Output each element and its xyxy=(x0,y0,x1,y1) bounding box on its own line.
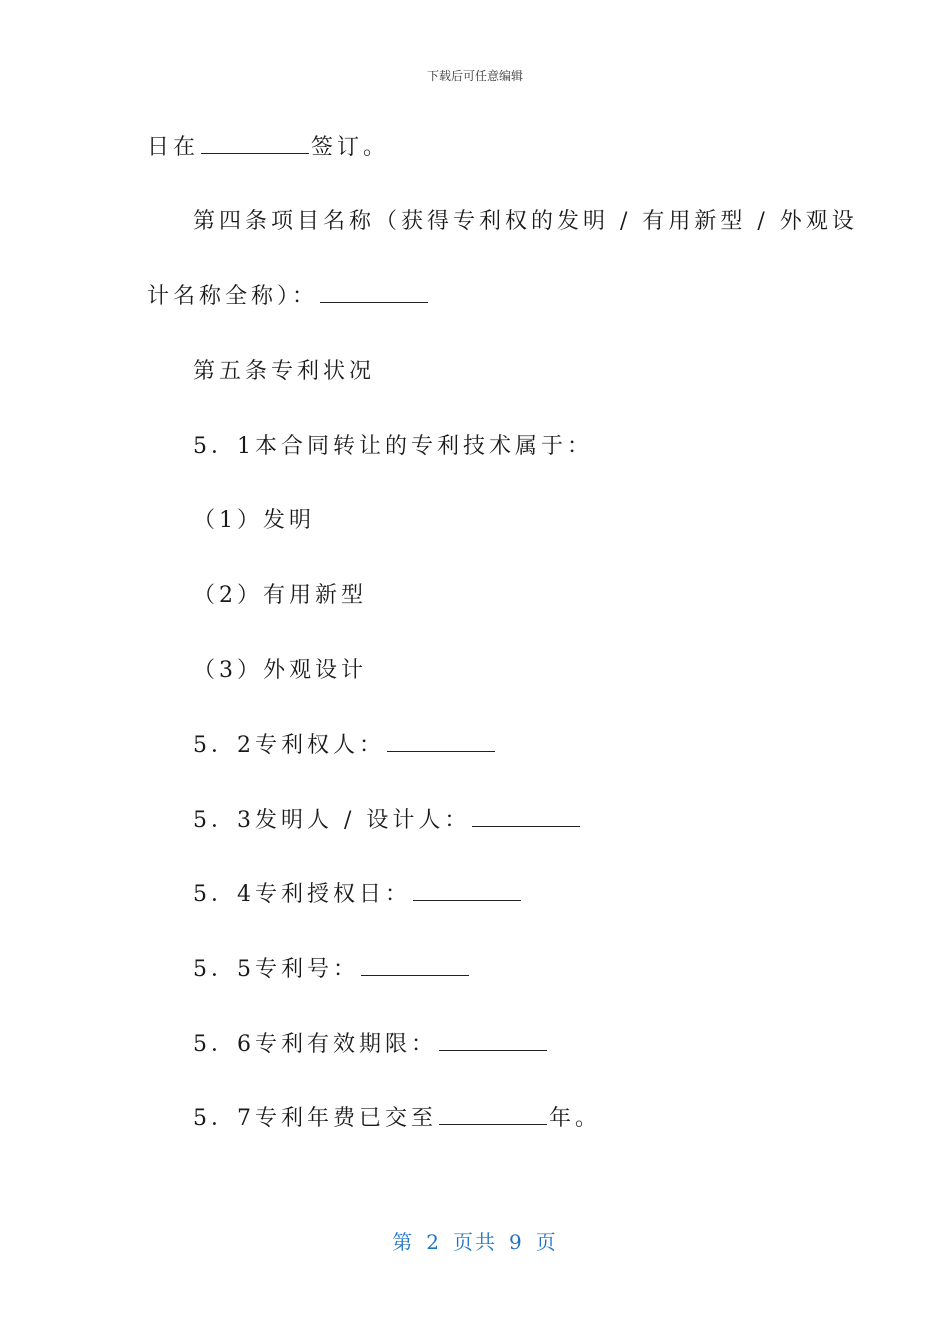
page-total: 9 xyxy=(509,1230,524,1254)
line-text: 5．6专利有效期限： xyxy=(193,1032,437,1057)
text-line xyxy=(193,1027,549,1058)
text-line xyxy=(147,279,430,310)
list-item: （2）有用新型 xyxy=(193,583,367,608)
fill-in-blank xyxy=(387,735,495,752)
fill-in-blank xyxy=(201,137,309,154)
fill-in-blank xyxy=(413,884,521,901)
list-item: （1）发明 xyxy=(193,508,315,533)
line-text: 5．7专利年费已交至 xyxy=(193,1106,437,1131)
line-text: 年。 xyxy=(549,1106,602,1131)
page-label: 第 xyxy=(392,1230,415,1254)
fill-in-blank xyxy=(320,286,428,303)
text-line xyxy=(193,877,523,908)
line-text: 5．3发明人 / 设计人： xyxy=(193,808,471,833)
text-line xyxy=(193,728,497,759)
text-line xyxy=(193,803,582,834)
list-item: （3）外观设计 xyxy=(193,658,367,683)
page-current: 2 xyxy=(426,1230,441,1254)
text-line xyxy=(193,952,471,983)
line-text: 计名称全称）： xyxy=(147,284,319,309)
line-text: 5．2专利权人： xyxy=(193,733,385,758)
line-text: 5．4专利授权日： xyxy=(193,882,411,907)
page-footer xyxy=(0,1226,950,1255)
page-header: 下载后可任意编辑 xyxy=(426,69,523,83)
line-text: 5．5专利号： xyxy=(193,957,359,982)
fill-in-blank xyxy=(472,810,580,827)
text-line xyxy=(147,130,389,161)
fill-in-blank xyxy=(439,1034,547,1051)
page-mid: 页共 xyxy=(453,1230,497,1254)
section-heading: 第五条专利状况 xyxy=(193,359,376,384)
text-line xyxy=(193,1101,601,1132)
line-text: 日在 xyxy=(147,135,200,160)
fill-in-blank xyxy=(361,959,469,976)
page-end: 页 xyxy=(535,1230,558,1254)
line-text: 签订。 xyxy=(311,135,390,160)
text-line: 第四条项目名称（获得专利权的发明 / 有用新型 / 外观设 xyxy=(193,209,858,234)
fill-in-blank xyxy=(439,1108,547,1125)
text-line: 5．1本合同转让的专利技术属于： xyxy=(193,434,593,459)
